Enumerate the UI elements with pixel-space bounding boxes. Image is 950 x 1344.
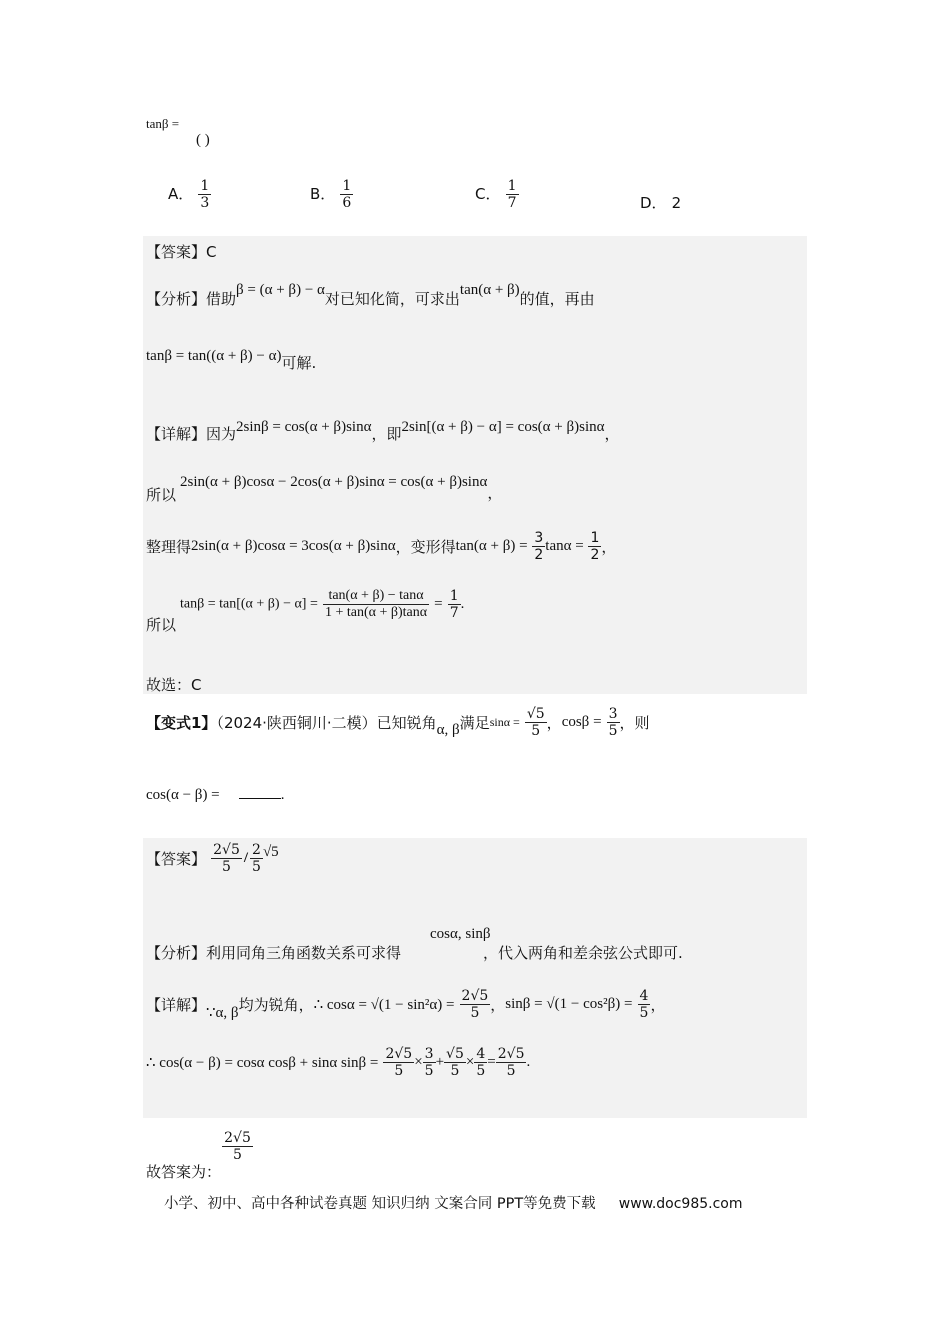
variant-text: ，则 [619,714,650,733]
operator: = [487,1054,496,1071]
variant-text: 已知锐角 [376,714,437,733]
punct: ， [650,996,666,1015]
math-expr: 2sin[(α + β) − α] = cos(α + β)sinα [401,419,605,435]
detail-line-3 [146,530,616,563]
option-fraction: $\frac{1}{6}$ [342,178,352,212]
math-expr: ∵α, β [206,1005,239,1022]
variant-text: 满足 [459,714,490,733]
math-expr: tan(α + β) = [455,538,528,555]
answer-blank[interactable] [239,784,281,799]
punct: ， [546,714,562,733]
option-c[interactable] [475,178,519,211]
analysis-text: ，代入两角和差余弦公式即可. [483,944,683,962]
analysis-label: 【分析】 [146,944,207,962]
analysis-text: 利用同角三角函数关系可求得 [206,944,402,962]
analysis-text: 的值，再由 [519,290,595,308]
option-letter: C． [475,185,501,204]
analysis-text: 对已知化简，可求出 [324,290,460,308]
detail-text: 因为 [206,425,237,443]
math-expr: ∴ cos(α − β) = cosα cosβ + sinα sinβ = [146,1055,379,1072]
math-expr: α, β [436,722,460,739]
detail-text: 所以 [146,616,177,634]
punct: ， [601,538,617,557]
fraction: $\frac{3}{2}$ [534,530,544,564]
answer2-line [146,842,279,875]
fraction: $\frac{2√5}{5}$ [213,842,240,876]
variant-label: 【变式1】 [146,714,217,733]
fraction: $\frac{1}{2}$ [590,530,600,564]
analysis-line-1 [146,282,595,309]
detail-text: 所以 [146,486,177,504]
math-expr: tan(α + β) [459,282,520,298]
analysis2-line [146,942,683,963]
detail2-line-2 [146,1046,530,1079]
choose-line: 故选：C [146,676,202,694]
detail-line-4 [146,614,176,635]
fraction: $\frac{3}{5}$ [608,706,618,740]
variant-line-1 [146,706,650,739]
math-expr: √5 [262,844,279,861]
variant-source: （2024·陕西铜川·二模） [216,714,377,733]
math-expr: 2sin(α + β)cosα = 3cos(α + β)sinα [191,538,396,555]
detail-line-4-math [180,588,464,621]
punct: ， [487,486,503,502]
punct: . [460,596,465,613]
operator: × [465,1054,475,1071]
analysis-text: 可解. [281,354,317,372]
fraction: $\frac{√5}{5}$ [446,1046,464,1080]
answer-value: C [206,243,217,261]
fraction: $\frac{2√5}{5}$ [497,1046,525,1080]
detail-text: 均为锐角， [238,996,314,1015]
math-expr [180,470,503,502]
math-expr: 2sinβ = cos(α + β)sinα [236,419,372,435]
punct: . [526,1054,531,1071]
math-expr: sinα = [489,715,520,730]
punct: ， [490,996,506,1015]
math-expr: β = (α + β) − α [236,282,325,298]
option-b[interactable] [310,178,353,211]
option-letter: D． [640,194,667,212]
detail-label: 【详解】 [146,996,207,1015]
fraction: $\frac{\tan(\alpha + \beta) - \tan\alpha}{1 + \tan(\alpha + \beta)\tan\alpha}$ [324,588,428,621]
option-fraction: $\frac{1}{3}$ [200,178,210,212]
option-fraction: $\frac{1}{7}$ [507,178,517,212]
detail-text: ， [604,425,620,443]
answer-label: 【答案】 [146,850,207,869]
math-expr: 2sin(α + β)cosα − 2cos(α + β)sinα = cos(α + β)sinα [180,474,488,490]
punct: . [280,787,285,803]
fraction: $\frac{2√5}{5}$ [385,1046,413,1080]
final-answer [146,1130,253,1182]
math-expr: = [434,596,443,613]
math-expr: tanβ = tan[(α + β) − α] = [180,596,318,612]
answer-line [146,241,217,262]
option-d[interactable] [640,192,681,213]
math-expr: ∴ cosα = √(1 − sin²α) = [313,997,455,1014]
option-value: 2 [671,194,682,212]
math-expr: sinβ = √(1 − cos²β) = [505,996,633,1013]
final-label: 故答案为： [146,1163,222,1182]
math-expr: tanα = [545,538,584,555]
detail-text: 整理得 [146,538,192,557]
math-expr: cos(α − β) = [146,787,220,803]
variant-line-2 [146,784,285,804]
detail-line-2 [146,484,176,505]
detail-line-1 [146,419,620,444]
math-expr: tanβ = tan((α + β) − α) [146,348,282,364]
footer-text: 小学、初中、高中各种试卷真题 知识归纳 文案合同 PPT等免费下载 [164,1196,596,1212]
option-letter: A． [168,185,194,204]
footer-site[interactable]: www.doc985.com [618,1196,743,1212]
analysis-label: 【分析】 [146,290,207,308]
math-expr: cosβ = [561,714,602,731]
question-paren: ( ) [196,132,210,148]
analysis-text: 借助 [206,290,237,308]
math-expr: cosα, sinβ [430,926,491,942]
option-letter: B． [310,185,336,204]
operator: × [414,1054,423,1071]
option-a[interactable] [168,178,211,211]
detail-text: ，变形得 [395,538,456,557]
fraction: $\frac{4}{5}$ [476,1046,486,1080]
operator: + [435,1054,445,1071]
fraction: $\frac{4}{5}$ [639,988,649,1022]
answer-label: 【答案】 [146,243,207,261]
fraction: $\frac{2√5}{5}$ [224,1130,251,1164]
fraction: $\frac{2}{5}$ [252,842,261,876]
detail2-line-1 [146,988,665,1021]
footer [164,1192,743,1213]
detail-label: 【详解】 [146,425,207,443]
fraction: $\frac{2√5}{5}$ [461,988,489,1022]
question-stem: tanβ = [146,116,180,131]
separator: / [243,850,249,867]
fraction: $\frac{3}{5}$ [424,1046,434,1080]
detail-text: ，即 [371,425,402,443]
fraction: $\frac{1}{7}$ [449,588,459,622]
fraction: $\frac{√5}{5}$ [526,706,545,740]
analysis-line-2 [146,348,317,373]
